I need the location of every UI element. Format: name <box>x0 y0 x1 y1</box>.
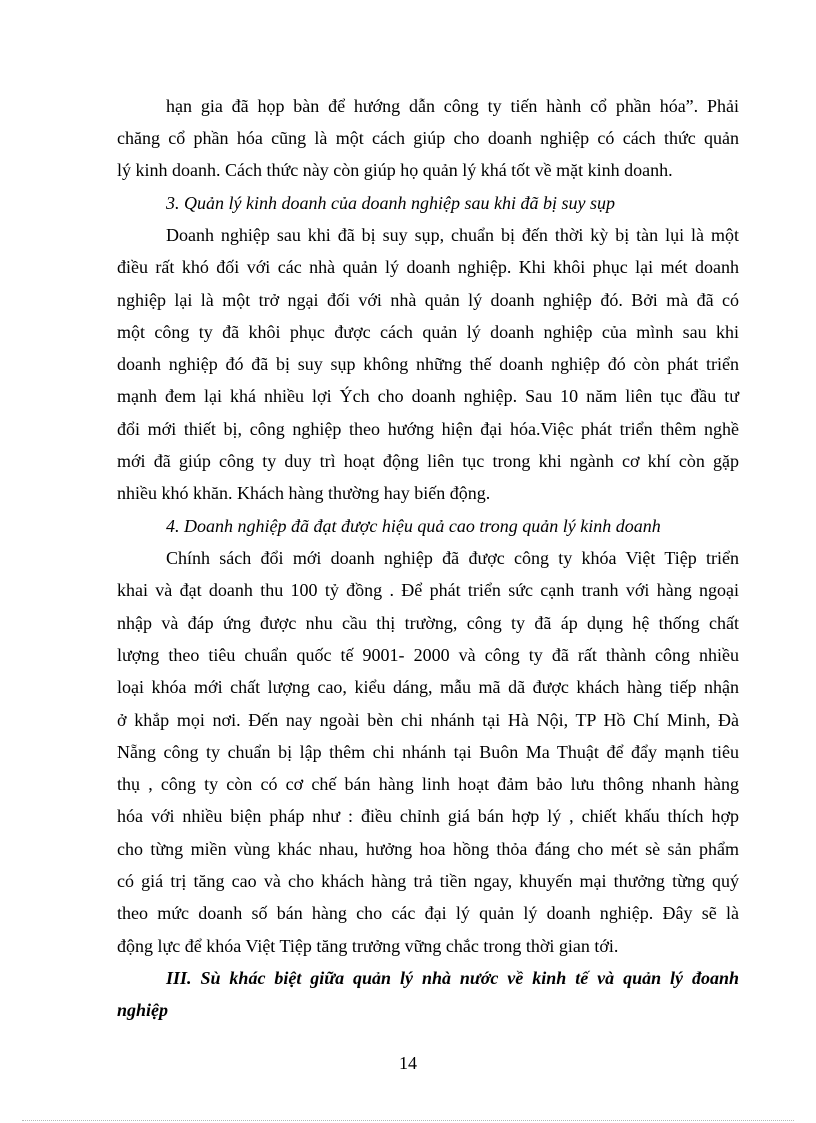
paragraph-line: động lực để khóa Việt Tiệp tăng trưởng vững chắc trong thời gian tới. <box>117 936 619 956</box>
paragraph-line: loại khóa mới chất lượng cao, kiểu dáng, mẫu mã dã được khách hàng tiếp nhận <box>117 677 739 697</box>
paragraph-line: hóa với nhiều biện pháp như : điều chỉnh giá bán hợp lý , chiết khấu thích hợp <box>117 806 739 826</box>
paragraph-line: Nẵng công ty chuẩn bị lập thêm chi nhánh tại Buôn Ma Thuật để đẩy mạnh tiêu <box>117 742 739 762</box>
paragraph-line: điều rất khó đối với các nhà quản lý doanh nghiệp. Khi khôi phục lại mét doanh <box>117 257 739 277</box>
section-heading-4: 4. Doanh nghiệp đã đạt được hiệu quả cao trong quản lý kinh doanh <box>166 516 661 536</box>
paragraph-line: lý kinh doanh. Cách thức này còn giúp họ quản lý khá tốt về mặt kinh doanh. <box>117 160 673 180</box>
paragraph-line: mới đã giúp công ty duy trì hoạt động liên tục trong khi ngành cơ khí còn gặp <box>117 451 739 471</box>
paragraph-line: Chính sách đổi mới doanh nghiệp đã được công ty khóa Việt Tiệp triển <box>166 548 739 568</box>
paragraph-line: đổi mới thiết bị, công nghiệp theo hướng hiện đại hóa.Việc phát triển thêm nghề <box>117 419 739 439</box>
paragraph-line: hạn gia đã họp bàn để hướng dẫn công ty tiến hành cổ phần hóa”. Phải <box>166 96 739 116</box>
page-number: 14 <box>399 1053 417 1073</box>
paragraph-line: Doanh nghiệp sau khi đã bị suy sụp, chuẩn bị đến thời kỳ bị tàn lụi là một <box>166 225 739 245</box>
paragraph-line: một công ty đã khôi phục được cách quản lý doanh nghiệp của mình sau khi <box>117 322 739 342</box>
paragraph-line: theo mức doanh số bán hàng cho các đại lý quản lý doanh nghiệp. Đây sẽ là <box>117 903 739 923</box>
section-heading-iii-continued: nghiệp <box>117 1000 169 1020</box>
paragraph-line: doanh nghiệp đó đã bị suy sụp không những thế doanh nghiệp đó còn phát triển <box>117 354 739 374</box>
paragraph-line: ở khắp mọi nơi. Đến nay ngoài bèn chi nhánh tại Hà Nội, TP Hồ Chí Minh, Đà <box>117 710 739 730</box>
paragraph-line: nhập và đáp ứng được nhu cầu thị trường, công ty đã áp dụng hệ thống chất <box>117 613 739 633</box>
paragraph-line: thụ , công ty còn có cơ chế bán hàng linh hoạt đảm bảo lưu thông nhanh hàng <box>117 774 739 794</box>
paragraph-line: có giá trị tăng cao và cho khách hàng trả tiền ngay, khuyến mại thưởng từng quý <box>117 871 739 891</box>
paragraph-line: cho từng miền vùng khác nhau, hưởng hoa hồng thỏa đáng cho mét sè sản phẩm <box>117 839 739 859</box>
paragraph-line: chăng cổ phần hóa cũng là một cách giúp cho doanh nghiệp có cách thức quản <box>117 128 739 148</box>
paragraph-line: khai và đạt doanh thu 100 tỷ đồng . Để phát triển sức cạnh tranh với hàng ngoại <box>117 580 739 600</box>
paragraph-line: mạnh đem lại khá nhiều lợi Ých cho doanh nghiệp. Sau 10 năm liên tục đầu tư <box>117 386 739 406</box>
paragraph-line: nghiệp lại là một trở ngại đối với nhà quản lý doanh nghiệp đó. Bởi mà đã có <box>117 290 739 310</box>
section-heading-3: 3. Quản lý kinh doanh của doanh nghiệp sau khi đã bị suy sụp <box>166 193 615 213</box>
section-heading-iii: III. Sù khác biệt giữa quản lý nhà nước về kinh tế và quản lý đoanh <box>166 968 739 988</box>
paragraph-line: lượng theo tiêu chuẩn quốc tế 9001- 2000 và công ty đã rất thành công nhiều <box>117 645 739 665</box>
paragraph-line: nhiều khó khăn. Khách hàng thường hay biến động. <box>117 483 491 503</box>
page-bottom-rule <box>22 1120 794 1121</box>
